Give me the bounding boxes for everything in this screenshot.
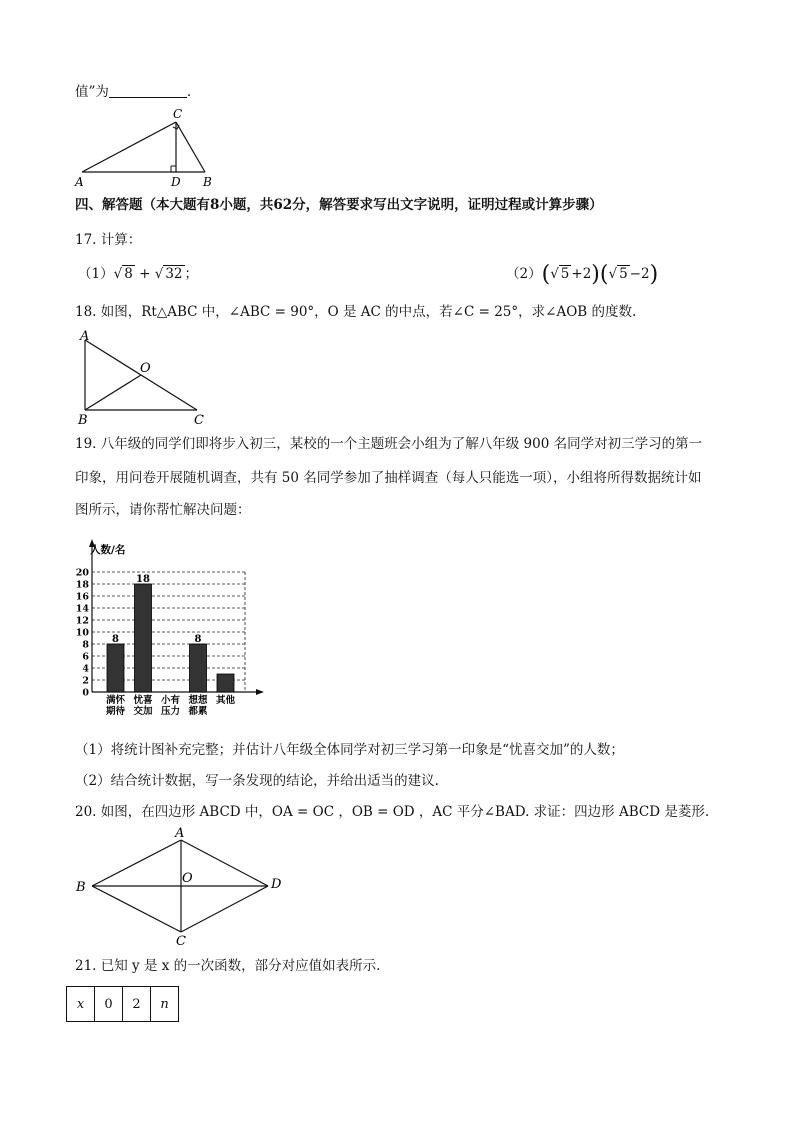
label-A: A — [80, 329, 90, 344]
q16-answer-line — [75, 82, 191, 102]
x-tick-label: 都累 — [188, 706, 208, 717]
x-tick-label: 交加 — [133, 706, 153, 717]
x-tick-label: 其他 — [215, 695, 236, 706]
label-D: D — [171, 175, 181, 189]
label-A: A — [175, 826, 185, 841]
label-B: B — [78, 413, 88, 428]
y-tick-label: 16 — [75, 591, 89, 603]
q19-line2: 印象，用问卷开展随机调查，共有 50 名同学参加了抽样调查（每人只能选一项），小组将所得数据统计如 — [75, 470, 702, 486]
label-B: B — [76, 880, 86, 895]
label-A: A — [75, 175, 84, 189]
y-tick-label: 12 — [75, 615, 89, 627]
radicand: 5 — [619, 266, 628, 282]
q18-triangle-figure — [72, 328, 217, 428]
radicand: 5 — [560, 266, 570, 282]
y-tick-label: 6 — [82, 651, 89, 663]
q21-text: 21. 已知 y 是 x 的一次函数，部分对应值如表所示. — [75, 958, 381, 974]
label-C: C — [173, 107, 183, 121]
table-cell: 2 — [123, 987, 151, 1022]
label-B: B — [203, 175, 212, 189]
bar — [190, 644, 207, 692]
y-tick-label: 8 — [82, 639, 89, 651]
label-C: C — [176, 934, 186, 948]
bar-data-label: 18 — [136, 574, 150, 585]
label-O: O — [182, 871, 193, 886]
x-tick-label: 满怀 — [105, 695, 126, 706]
y-axis-label: 人数/名 — [90, 544, 126, 556]
y-tick-label: 10 — [75, 627, 89, 639]
x-tick-label: 想想 — [188, 695, 208, 706]
bar-data-label: 8 — [194, 634, 202, 645]
q19-line1: 19. 八年级的同学们即将步入初三，某校的一个主题班会小组为了解八年级 900 名同学对初三学习的第一 — [75, 436, 703, 452]
q18-text: 18. 如图，Rt△ABC 中，∠ABC = 90°，O 是 AC 的中点，若∠C = 25°，求∠AOB 的度数. — [75, 304, 637, 320]
radicand: 8 — [124, 266, 133, 282]
answer-blank — [109, 83, 187, 98]
y-tick-label: 14 — [75, 603, 89, 615]
bar — [135, 584, 152, 692]
label-O: O — [140, 361, 151, 376]
q19-sub2: （2）结合统计数据，写一条发现的结论，并给出适当的建议. — [75, 773, 439, 789]
q17-part2: （2）(√ 5 +2)(√ 5 −2) — [506, 262, 659, 287]
q20-rhombus-figure — [72, 824, 292, 948]
y-tick-label: 20 — [75, 567, 89, 579]
table-cell: n — [151, 987, 179, 1022]
bar-data-label: 8 — [112, 634, 119, 645]
y-tick-label: 4 — [82, 663, 89, 675]
bar — [217, 674, 234, 692]
x-tick-label: 期待 — [105, 706, 126, 717]
table-row — [67, 987, 179, 1022]
y-tick-label: 2 — [82, 675, 89, 687]
q19-sub1: （1）将统计图补充完整；并估计八年级全体同学对初三学习第一印象是“忧喜交加”的人数； — [75, 742, 624, 758]
q20-text: 20. 如图，在四边形 ABCD 中，OA = OC ，OB = OD ，AC 平分∠BAD. 求证：四边形 ABCD 是菱形. — [75, 804, 710, 820]
label-D: D — [271, 877, 282, 892]
x-axis-arrow — [256, 689, 264, 695]
q19-line3: 图所示，请你帮忙解决问题： — [75, 502, 251, 518]
x-tick-label: 忧喜 — [133, 695, 153, 706]
bar — [107, 644, 124, 692]
q16-prefix: 值”为 — [75, 84, 109, 100]
x-tick-label: 小有 — [160, 695, 181, 706]
label-C: C — [194, 413, 204, 428]
radicand: 32 — [165, 266, 183, 282]
q16-triangle-figure — [70, 104, 220, 190]
q17-stem: 17. 计算： — [75, 232, 142, 248]
q17-part1: （1）√ 8 + √ 32 ； — [78, 266, 198, 282]
y-tick-label: 0 — [82, 687, 89, 699]
x-tick-label: 压力 — [160, 706, 181, 717]
q16-suffix: . — [186, 84, 192, 100]
value-table — [66, 986, 179, 1022]
table-cell: x — [67, 987, 95, 1022]
table-cell: 0 — [95, 987, 123, 1022]
bar-chart — [70, 535, 270, 725]
y-tick-label: 18 — [75, 579, 89, 591]
section-heading: 四、解答题（本大题有8小题，共62分，解答要求写出文字说明，证明过程或计算步骤） — [75, 197, 603, 213]
